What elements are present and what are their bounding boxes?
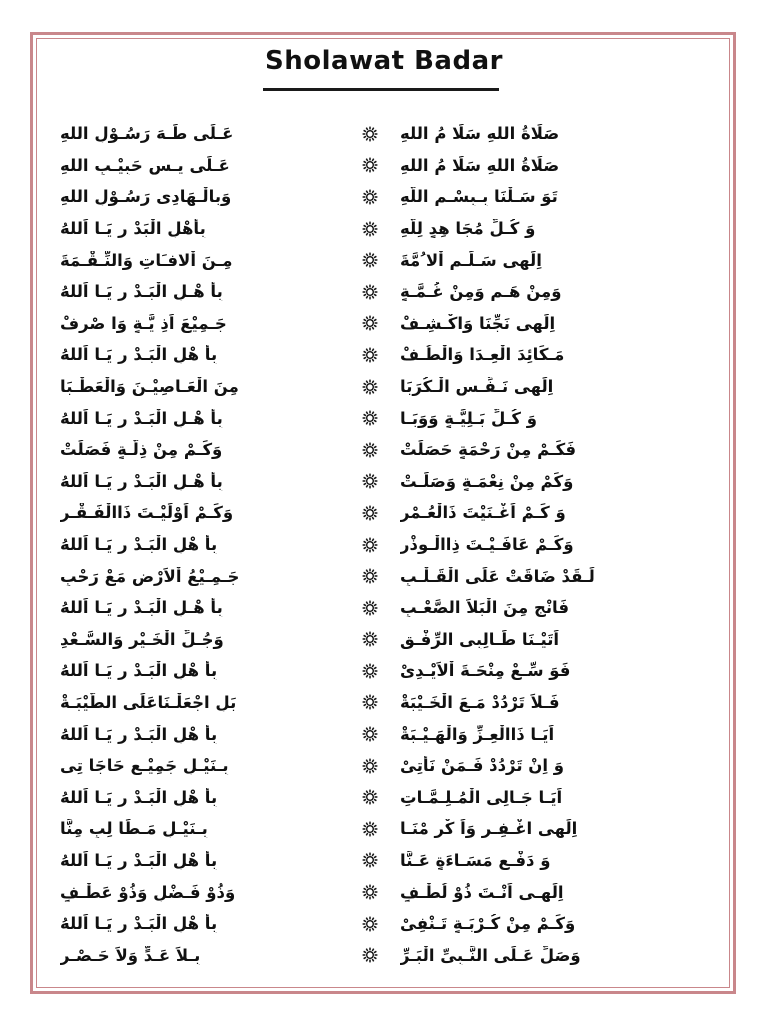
verse-row [60,560,710,592]
verse-row [60,150,710,182]
verse-second-half: بِأَ هْلِ الْبَـدْ رِ يَـا اَللهُ [60,661,218,681]
verse-second-half: بِأَ هْلِ الْبَـدْ رِ يَـا اَللهُ [60,724,218,744]
verse-second-half: وَكَـمْ مِنْ ذِلَّـةٍ فَصَلَتْ [60,440,223,460]
verse-row [60,845,710,877]
verse-row [60,813,710,845]
page-title: Sholawat Badar [265,46,503,76]
verse-second-half: بِأَ هْلِ الْبَـدْ رِ يَـا اَللهُ [60,914,218,934]
sun-burst-icon [340,758,400,774]
verse-second-half: بِأَ هْـلِ الْبَـدْ رِ يَـا اَللهُ [60,282,223,302]
sun-burst-icon [340,852,400,868]
verse-first-half: اِلَهِى سَـلِّـمِ اْلا ُمَّةَ [400,250,542,270]
verse-first-half: اَتَيْـنَا طَـالِبِى الرِّفْـقِ [400,629,560,649]
verse-row [60,750,710,782]
sun-burst-icon [340,473,400,489]
verse-first-half: وَمِنْ هَـمٍ وَمِنْ غُـمَّـةٍ [400,282,562,302]
verse-row [60,781,710,813]
verse-second-half: بِأَ هْلِ الْبَـدْ رِ يَـا اَللهُ [60,535,218,555]
verse-first-half: اِلَهِى اغْـفِـرِ وَاَ كْرِ مْنَـا [400,819,578,839]
sun-burst-icon [340,157,400,173]
verse-first-half: فَـلاَ تَرْدُدْ مَـعَ الْخَـيْبَةْ [400,692,560,712]
verse-second-half: بِأَ هْلِ الْبَـدْ رِ يَـا اَللهُ [60,345,218,365]
verse-second-half: جَـمِـيْعُ اْلاَرْضِ مَعْ رَحْبِ [60,566,240,586]
title-underline [263,88,499,91]
sun-burst-icon [340,379,400,395]
verse-second-half: بِـنَيْـلِ جَمِيْـعِ حَاجَا تِى [60,756,229,776]
verse-first-half: فَوَ سِّـعْ مِنْحَـةَ اْلاَيْـدِىْ [400,661,571,681]
verse-first-half: وَ كَـمْ اَغْـنَيْتَ ذَالْعُـمْرِ [400,503,566,523]
verse-second-half: بِأَ هْـلِ الْبَـدْ رِ يَـا اَللهُ [60,471,223,491]
verse-first-half: فَكَـمْ مِنْ رَحْمَةٍ حَصَلَتْ [400,440,577,460]
verse-first-half: مَـكَائِدَ الْعِـدَا وَالْطُـفْ [400,345,565,365]
verse-second-half: مِـنَ اْلافـَاتِ وَالنِّـقْـمَةَ [60,250,233,270]
sun-burst-icon [340,726,400,742]
verse-row [60,118,710,150]
sun-burst-icon [340,821,400,837]
verse-second-half: جَـمِيْعَ اَذِ يَّـةٍ وَا صْرِفْ [60,313,227,333]
sun-burst-icon [340,347,400,363]
verse-first-half: وَصَلِّ عَـلَى النَّـبِىِّ الْبَـرِّ [400,945,581,965]
sun-burst-icon [340,189,400,205]
sun-burst-icon [340,252,400,268]
sun-burst-icon [340,916,400,932]
verse-row [60,529,710,561]
verse-second-half: وَكَـمْ اَوْلَيْـتَ ذَاالْفَـقْـرِ [60,503,234,523]
verse-list [60,118,710,971]
verse-row [60,371,710,403]
verse-first-half: وَ كُـلِّ بَـلِيَّـةٍ وَوَبَـا [400,408,537,428]
sun-burst-icon [340,221,400,237]
verse-row [60,876,710,908]
sun-burst-icon [340,631,400,647]
verse-row [60,687,710,719]
sun-burst-icon [340,694,400,710]
verse-second-half: وَجُـلِّ الْخَـيْرِ وَالسَّـعْدِ [60,629,224,649]
verse-row [60,213,710,245]
verse-second-half: وَذُوْ فَـضْلٍ وَذُوْ عَطْـفٍ [60,882,236,902]
verse-second-half: عَـلَى يـس حَبِيْـبِ اللهِ [60,155,230,175]
verse-first-half: اِلَهِـى اَنْـتَ ذُوْ لُطْـفٍ [400,882,564,902]
verse-row [60,308,710,340]
verse-row [60,718,710,750]
sun-burst-icon [340,505,400,521]
verse-first-half: وَكَـمْ عَافَـيْـتَ ذِاالْـوِذْرِ [400,535,574,555]
verse-row [60,402,710,434]
verse-first-half: وَ كُـلِّ مُجَا هِدٍ لِلّهِ [400,219,536,239]
sun-burst-icon [340,537,400,553]
verse-first-half: فَانْجِ مِنَ الْبَلاَ الصَّعْـبِ [400,598,570,618]
sun-burst-icon [340,284,400,300]
verse-second-half: وَبِالْـهَادِى رَسُـوْلِ اللهِ [60,187,232,207]
verse-row [60,908,710,940]
verse-row [60,181,710,213]
verse-row [60,592,710,624]
verse-row [60,624,710,656]
verse-second-half: مِنَ الْعَـاصِيْـنَ وَالْعَطْـبَا [60,377,239,397]
sun-burst-icon [340,600,400,616]
verse-row [60,339,710,371]
verse-second-half: بِأَ هْـلِ الْبَـدْ رِ يَـا اَللهُ [60,598,223,618]
verse-first-half: وَ اِنْ تَرْدُدْ فَـمَنْ نَأْتِىْ [400,756,565,776]
verse-second-half: بِأَ هْـلِ الْبَـدْ رِ يَـا اَللهُ [60,408,223,428]
verse-row [60,244,710,276]
sun-burst-icon [340,410,400,426]
verse-row [60,655,710,687]
verse-first-half: وَ دَفْـعِ مَسَـاءَةٍ عَـنَّا [400,850,551,870]
verse-row [60,276,710,308]
verse-first-half: صَلَاةُ اللهِ سَلَا مُ اللهِ [400,155,560,175]
verse-first-half: تَوَ سَـلْنَا بِـبِسْـمِ اللّهِ [400,187,558,207]
verse-first-half: اِلَهِى نَـفِّـسِ الْـكُرَبَا [400,377,554,397]
sun-burst-icon [340,442,400,458]
verse-second-half: بِأَ هْلِ الْبَـدْ رِ يَـا اَللهُ [60,787,218,807]
sun-burst-icon [340,884,400,900]
sun-burst-icon [340,568,400,584]
verse-first-half: اَيَـا جَـالِى الْمُـلِـمَّـاتِ [400,787,563,807]
verse-first-half: اِلَهِى نَجِّنَا وَاكْـشِـفْ [400,313,556,333]
verse-first-half: اَيَـا ذَاالْعِـزِّ وَالْهَـيْـبَةْ [400,724,555,744]
sun-burst-icon [340,789,400,805]
verse-second-half: بِأَ هْلِ الْبَـدْ رِ يَـا اَللهُ [60,850,218,870]
verse-row [60,466,710,498]
verse-first-half: وَكَمْ مِنْ نِعْمَـةٍ وَصَلَـتْ [400,471,574,491]
verse-second-half: بِـنَيْـلِ مَـطَا لِبٍ مِنَّا [60,819,208,839]
sun-burst-icon [340,315,400,331]
verse-second-half: بِـلاَ عَـدٍّ وَلاَ حَـصْـرِ [60,945,201,965]
verse-row [60,497,710,529]
sun-burst-icon [340,663,400,679]
verse-second-half: عَـلَى طَـهَ رَسُـوْلِ اللهِ [60,124,234,144]
verse-first-half: صَلَاةُ اللهِ سَلَا مُ اللهِ [400,124,560,144]
verse-first-half: وَكَـمْ مِنْ كُـرْبَـةٍ تَـنْفِىْ [400,914,576,934]
verse-second-half: بِأَهْلِ الْبَدْ رِ يَـا اَللهُ [60,219,206,239]
sun-burst-icon [340,126,400,142]
verse-second-half: بَلِ اجْعَلْـنَاعَلَى الطَّيْبَـةْ [60,692,237,712]
verse-row [60,434,710,466]
verse-row [60,939,710,971]
verse-first-half: لَـقَدْ ضَاقَتْ عَلَى الْقَـلْـبِ [400,566,595,586]
sun-burst-icon [340,947,400,963]
